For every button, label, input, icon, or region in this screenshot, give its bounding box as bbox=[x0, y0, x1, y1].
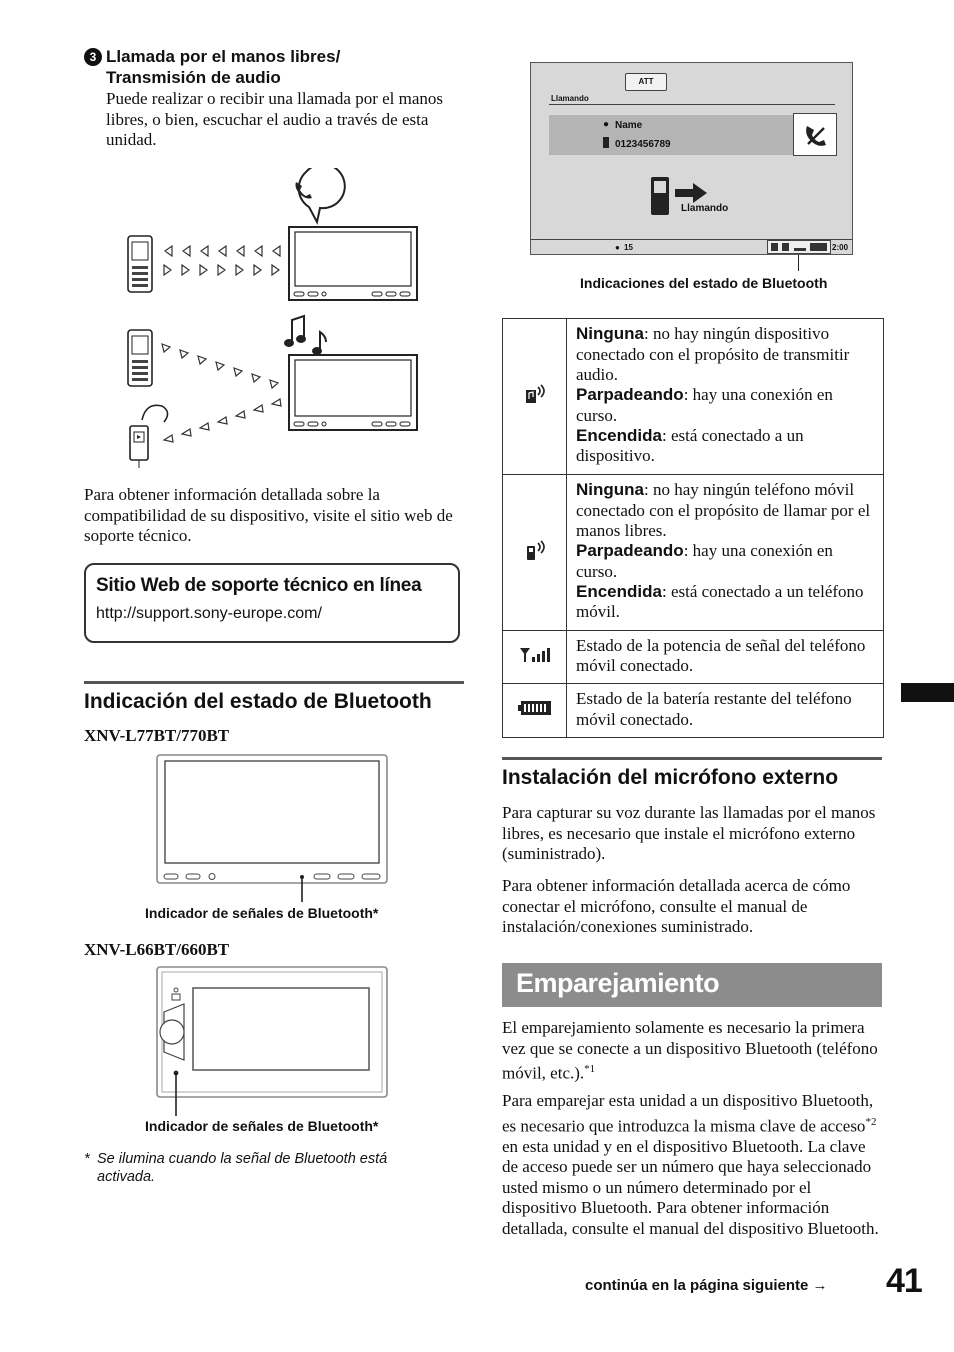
audio-player-icon bbox=[130, 405, 168, 468]
support-box-title: Sitio Web de soporte técnico en línea bbox=[96, 575, 422, 596]
step-title-line2: Transmisión de audio bbox=[106, 68, 281, 87]
mobile-phone-1-icon bbox=[128, 236, 152, 292]
status-key: Parpadeando bbox=[576, 541, 684, 561]
battery-icon bbox=[518, 700, 552, 716]
pairing-p2-text-a: Para emparejar esta unidad a un dispositivo Bluetooth, es necesario que introduzca la misma clave de acceso bbox=[502, 1091, 874, 1136]
unit-diagram-l66 bbox=[156, 966, 390, 1116]
status-key: Ninguna bbox=[576, 324, 644, 344]
table-icon-cell bbox=[503, 319, 567, 475]
status-key: Ninguna bbox=[576, 480, 644, 500]
status-desc: : no hay ningún dispositivo conectado con el propósito de transmitir audio. bbox=[576, 324, 850, 385]
status-desc: : no hay ningún teléfono móvil conectado con el propósito de llamar por el manos libres. bbox=[576, 480, 871, 541]
step-body: Puede realizar o recibir una llamada por el manos libres, o bien, escuchar el audio a través de esta unidad. bbox=[106, 89, 444, 149]
bt-status-icons-area bbox=[767, 240, 831, 254]
model-label-l66: XNV-L66BT/660BT bbox=[84, 940, 230, 959]
hang-up-button[interactable] bbox=[793, 113, 837, 156]
pairing-p1-text: El emparejamiento solamente es necesario la primera vez que se conecte a un dispositivo Bluetooth (teléfono móvil, etc.). bbox=[502, 1018, 878, 1083]
model-label-l77: XNV-L77BT/770BT bbox=[84, 726, 230, 745]
person-icon: ● bbox=[603, 119, 610, 130]
screen-header-label: Llamando bbox=[551, 94, 589, 103]
table-row bbox=[503, 684, 884, 738]
table-icon-cell bbox=[503, 684, 567, 738]
table-row bbox=[503, 631, 884, 684]
head-unit-bottom bbox=[289, 355, 417, 430]
bluetooth-indicator-led-2 bbox=[174, 1071, 179, 1076]
step-3-section bbox=[84, 46, 464, 151]
unit-diagram-l77 bbox=[156, 754, 390, 904]
support-url-link[interactable]: http://support.sony-europe.com/ bbox=[96, 605, 322, 622]
handsfree-streaming-illustration bbox=[124, 168, 424, 470]
status-desc: : hay una conexión en curso. bbox=[576, 385, 833, 425]
mic-paragraph-1: Para capturar su voz durante las llamadas por el manos libres, es necesario que instale el micrófono externo (suministrado). bbox=[502, 803, 876, 863]
table-row bbox=[503, 319, 884, 475]
message-count: 15 bbox=[624, 243, 633, 252]
screen-caption: Indicaciones del estado de Bluetooth bbox=[580, 275, 828, 291]
pairing-paragraph-1 bbox=[502, 1018, 882, 1084]
signal-description: Estado de la potencia de señal del teléfono móvil conectado. bbox=[567, 631, 884, 684]
battery-small-icon bbox=[810, 243, 827, 251]
music-notes-icon bbox=[285, 316, 326, 354]
clock: 2:00 bbox=[832, 243, 849, 252]
compatibility-text: Para obtener información detallada sobre la compatibilidad de su dispositivo, visite el sitio web de soporte técnico. bbox=[84, 485, 453, 545]
table-icon-cell bbox=[503, 631, 567, 684]
mic-heading: Instalación del micrófono externo bbox=[502, 757, 882, 790]
caller-info-panel bbox=[549, 115, 793, 155]
pairing-paragraph-2 bbox=[502, 1091, 882, 1239]
signal-small-icon bbox=[794, 243, 806, 251]
phone-small-icon bbox=[603, 137, 609, 148]
calling-screen-mockup bbox=[530, 62, 853, 255]
status-desc: : está conectado a un teléfono móvil. bbox=[576, 581, 864, 622]
bt-status-heading: Indicación del estado de Bluetooth bbox=[84, 681, 464, 714]
status-key: Encendida bbox=[576, 425, 662, 445]
support-website-box bbox=[84, 563, 460, 643]
status-desc: : está conectado a un dispositivo. bbox=[576, 425, 804, 466]
bt-indicator-caption-2: Indicador de señales de Bluetooth* bbox=[145, 1118, 379, 1134]
bt-phone-small-icon bbox=[782, 243, 789, 251]
calling-status-label: Llamando bbox=[681, 203, 729, 214]
message-count-icon: ● bbox=[615, 243, 620, 252]
step-number-badge: 3 bbox=[84, 48, 102, 66]
phone-call-bubble-icon bbox=[296, 168, 345, 222]
signal-strength-icon bbox=[519, 646, 551, 664]
pairing-heading: Emparejamiento bbox=[516, 968, 720, 998]
incoming-signal-arrows bbox=[165, 246, 280, 256]
step-title-line1: Llamada por el manos libres/ bbox=[106, 47, 341, 66]
pairing-heading-bar bbox=[502, 963, 882, 1007]
page-number: 41 bbox=[886, 1262, 922, 1300]
mic-paragraph-2: Para obtener información detallada acerca de cómo conectar el micrófono, consulte el manual de instalación/conexiones suministrado. bbox=[502, 876, 851, 936]
bt-audio-small-icon bbox=[771, 243, 778, 251]
table-icon-cell bbox=[503, 475, 567, 631]
audio-stream-arrows bbox=[162, 344, 281, 442]
continue-note: continúa en la página siguiente → bbox=[585, 1277, 828, 1294]
footnote-text: Se ilumina cuando la señal de Bluetooth está activada. bbox=[97, 1151, 388, 1185]
att-button[interactable]: ATT bbox=[625, 73, 667, 91]
bt-indicator-caption-1: Indicador de señales de Bluetooth* bbox=[145, 905, 379, 921]
pairing-p1-footnote-mark: *1 bbox=[584, 1063, 596, 1075]
outgoing-signal-arrows bbox=[164, 265, 279, 275]
status-desc: : hay una conexión en curso. bbox=[576, 541, 833, 581]
page-tab-marker bbox=[901, 683, 954, 702]
caller-number: 0123456789 bbox=[615, 139, 671, 150]
status-key: Encendida bbox=[576, 581, 662, 601]
callout-line bbox=[798, 255, 799, 271]
hang-up-icon bbox=[794, 114, 838, 157]
bt-status-table bbox=[502, 318, 884, 738]
pairing-p2-text-b: en esta unidad y en el dispositivo Bluetooth. La clave de acceso puede ser un número que haya seleccionado usted mismo o un número determinado por el dispositivo Bluetooth. Para obtener información detallada, consulte el manual del dispositivo Bluetooth. bbox=[502, 1136, 879, 1238]
bt-audio-icon bbox=[524, 383, 546, 405]
table-row bbox=[503, 475, 884, 631]
pairing-p2-footnote-mark: *2 bbox=[865, 1115, 877, 1128]
bt-phone-icon bbox=[524, 539, 546, 561]
mobile-phone-2-icon bbox=[128, 330, 152, 386]
battery-description: Estado de la batería restante del teléfono móvil conectado. bbox=[567, 684, 884, 738]
footnote-mark: * bbox=[84, 1151, 90, 1167]
caller-name: Name bbox=[615, 120, 643, 131]
status-key: Parpadeando bbox=[576, 385, 684, 405]
head-unit-top bbox=[289, 227, 417, 300]
